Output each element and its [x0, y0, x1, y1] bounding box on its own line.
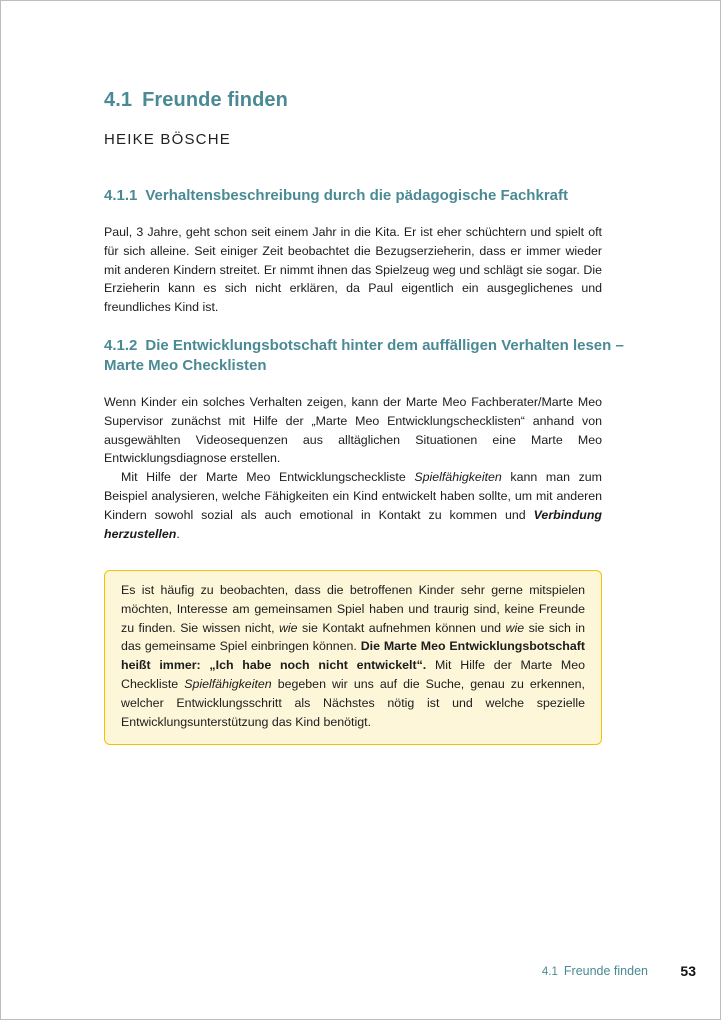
section-2-body	[104, 393, 602, 543]
highlight-box	[104, 570, 602, 745]
text-run: .	[176, 526, 180, 541]
text-run: kann man zum Beispiel analysieren, welche Fähigkeiten ein Kind entwickelt haben sollte, um mit anderen Kindern sowohl sozial als auch emotional in Kontakt zu kommen und	[104, 470, 602, 522]
page-footer	[1, 963, 720, 983]
section-number: 4.1.2	[104, 337, 138, 354]
text-run: Es ist häufig zu beobachten, dass die betroffenen Kinder sehr gerne mitspielen möchten, Interesse am gemeinsamen Spiel haben und traurig sind, keine Freunde zu finden. Sie wissen nicht,	[121, 583, 585, 635]
section-1-body	[104, 223, 602, 317]
paragraph	[104, 468, 602, 543]
page-number: 53	[680, 963, 696, 979]
text-run: Mit Hilfe der Marte Meo Checkliste	[121, 658, 585, 691]
chapter-title: Freunde finden	[142, 89, 288, 111]
strong-emphasis: Verbindung herzustellen	[104, 507, 602, 541]
text-run: sie Kontakt aufnehmen können und	[297, 620, 506, 635]
section-title-line-1: Die Entwicklungsbotschaft hinter dem auffälligen Verhalten lesen –	[145, 337, 624, 354]
emphasis: Spielfähigkeiten	[414, 470, 502, 485]
emphasis: wie	[505, 620, 525, 635]
section-heading-4-1-1	[104, 186, 568, 206]
emphasis: wie	[278, 620, 298, 635]
bold-statement: Die Marte Meo Entwicklungsbotschaft heißt immer: „Ich habe noch nicht entwickelt“.	[121, 639, 585, 673]
footer-section-title: Freunde finden	[563, 964, 648, 978]
paragraph: Paul, 3 Jahre, geht schon seit einem Jahr in die Kita. Er ist eher schüchtern und spielt oft für sich alleine. Seit einiger Zeit beobachtet die Bezugserzieherin, dass er immer wieder mit anderen Kindern streitet. Er nimmt ihnen das Spielzeug weg und schlägt sie sogar. Die Erzieherin kann es sich nicht erklären, da Paul eigentlich ein ausgeglichenes und freundliches Kind ist.	[104, 225, 602, 315]
section-heading-4-1-2	[104, 336, 624, 376]
section-title: Verhaltensbeschreibung durch die pädagogische Fachkraft	[145, 187, 568, 204]
chapter-heading	[104, 89, 288, 112]
author-name: HEIKE BÖSCHE	[104, 131, 231, 148]
chapter-number: 4.1	[104, 89, 133, 111]
section-number: 4.1.1	[104, 187, 138, 204]
text-run: begeben wir uns auf die Suche, genau zu erkennen, welcher Entwicklungsschritt als Nächstes nötig ist und welche spezielle Entwicklungsunterstützung das Kind benötigt.	[121, 676, 585, 729]
emphasis: Spielfähigkeiten	[184, 676, 272, 691]
paragraph: Wenn Kinder ein solches Verhalten zeigen, kann der Marte Meo Fachberater/Marte Meo Supervisor zunächst mit Hilfe der „Marte Meo Entwicklungschecklisten“ anhand von ausgewählten Videosequenzen aus alltäglichen Situationen eine Marte Meo Entwicklungsdiagnose erstellen.	[104, 395, 602, 466]
text-run: Mit Hilfe der Marte Meo Entwicklungscheckliste	[121, 470, 415, 485]
footer-section-number: 4.1	[541, 966, 558, 978]
running-footer	[542, 964, 648, 978]
text-run: sie sich in das gemeinsame Spiel einbringen können.	[121, 620, 585, 654]
section-title-line-2: Marte Meo Checklisten	[104, 357, 267, 374]
